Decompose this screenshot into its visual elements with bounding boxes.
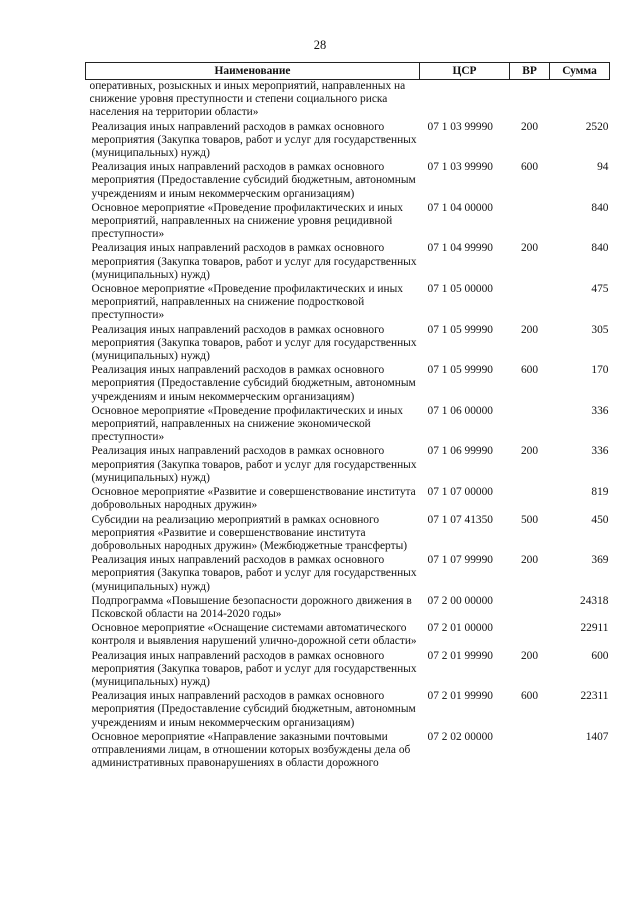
row-vr: 200 [520,649,539,662]
row-name: Реализация иных направлений расходов в рамках основного мероприятия (Закупка товаров, работ и услуг для государственных (муниципальных) нужд) [91,649,417,688]
row-sum [550,80,610,121]
row-csr: 07 1 05 00000 [427,283,493,296]
table-row [86,364,610,405]
row-name: Основное мероприятие «Проведение профилактических и иных мероприятий, направленных на снижение экономической преступности» [91,404,403,444]
row-sum: 336 [591,404,609,417]
row-name: Основное мероприятие «Развитие и совершенствование института добровольных народных дружин» [91,486,416,512]
row-csr: 07 1 05 99990 [427,364,493,377]
row-csr: 07 2 01 99990 [427,690,493,703]
row-vr [510,80,550,121]
row-name: Реализация иных направлений расходов в рамках основного мероприятия (Предоставление субсидий бюджетным, автономным учреждениям и иным некоммерческим организациям) [91,161,416,200]
row-sum: 600 [591,649,609,662]
row-vr [510,283,550,324]
row-vr: 200 [520,554,539,567]
table-row [86,690,610,731]
table-row [86,121,610,162]
table-row [86,161,610,202]
table-row [86,731,610,772]
row-vr [510,731,550,772]
table-row [86,202,610,243]
row-csr: 07 1 04 00000 [427,201,493,214]
header-vr: ВР [510,63,550,80]
row-csr: 07 2 01 00000 [427,622,493,635]
row-vr: 600 [520,364,539,377]
row-name: Основное мероприятие «Проведение профилактических и иных мероприятий, направленных на снижение уровня рецидивной преступности» [91,201,403,241]
row-sum: 819 [591,486,609,499]
table-row [86,595,610,622]
row-name: Основное мероприятие «Оснащение системами автоматического контроля и выявления нарушений улично-дорожной сети области» [91,622,417,648]
row-vr: 200 [520,445,539,458]
table-row [86,405,610,446]
row-name: Реализация иных направлений расходов в рамках основного мероприятия (Закупка товаров, работ и услуг для государственных (муниципальных) нужд) [91,323,417,363]
row-vr: 200 [520,323,539,336]
row-vr [510,405,550,446]
row-sum: 840 [591,242,609,255]
header-sum: Сумма [550,63,610,80]
row-name: Подпрограмма «Повышение безопасности дорожного движения в Псковской области на 2014-2020 годы» [91,594,412,620]
row-sum: 1407 [585,730,609,743]
row-sum: 24318 [580,594,609,607]
row-name: Реализация иных направлений расходов в рамках основного мероприятия (Закупка товаров, работ и услуг для государственных (муниципальных) нужд) [91,242,417,281]
row-name: Реализация иных направлений расходов в рамках основного мероприятия (Закупка товаров, работ и услуг для государственных (муниципальных) нужд) [91,554,417,593]
row-vr [510,486,550,513]
row-csr [420,80,510,121]
row-sum: 94 [597,161,609,174]
table-row [86,445,610,486]
row-sum: 369 [591,554,609,567]
row-vr: 500 [520,513,539,526]
budget-table [85,62,610,771]
row-csr: 07 1 03 99990 [427,161,493,174]
header-csr: ЦСР [420,63,510,80]
row-sum: 22911 [580,622,609,635]
table-row [86,80,610,121]
table-row [86,622,610,649]
row-csr: 07 1 06 00000 [427,404,493,417]
row-name: Основное мероприятие «Проведение профилактических и иных мероприятий, направленных на снижение подростковой преступности» [91,283,403,322]
row-csr: 07 2 00 00000 [427,594,493,607]
row-csr: 07 1 04 99990 [427,242,493,255]
row-csr: 07 2 01 99990 [427,649,493,662]
row-name: Реализация иных направлений расходов в рамках основного мероприятия (Предоставление субсидий бюджетным, автономным учреждениям и иным некоммерческим организациям) [91,690,416,729]
row-sum: 840 [591,201,609,214]
row-name: Реализация иных направлений расходов в рамках основного мероприятия (Предоставление субсидий бюджетным, автономным учреждениям и иным некоммерческим организациям) [91,364,416,403]
table-row [86,242,610,283]
row-vr: 200 [520,120,539,133]
row-csr: 07 1 06 99990 [427,445,493,458]
row-name: Реализация иных направлений расходов в рамках основного мероприятия (Закупка товаров, работ и услуг для государственных (муниципальных) нужд) [91,120,417,160]
row-sum: 336 [591,445,609,458]
table-header-row [86,63,610,80]
row-name: оперативных, розыскных и иных мероприятий, направленных на снижение уровня преступности и степени социального риска населения на территории области» [89,80,406,119]
table-row [86,324,610,365]
row-vr [510,202,550,243]
row-sum: 305 [591,323,609,336]
row-csr: 07 1 07 41350 [427,513,493,526]
row-name: Реализация иных направлений расходов в рамках основного мероприятия (Закупка товаров, работ и услуг для государственных (муниципальных) нужд) [91,445,417,484]
row-sum: 475 [591,283,609,296]
row-sum: 170 [591,364,609,377]
table-row [86,486,610,513]
row-vr: 200 [520,242,539,255]
row-sum: 2520 [585,120,609,133]
row-csr: 07 1 07 99990 [427,554,493,567]
header-name: Наименование [86,63,420,80]
row-vr: 600 [520,690,539,703]
row-name: Субсидии на реализацию мероприятий в рамках основного мероприятия «Развитие и совершенствование института добровольных народных дружин» (Межбюджетные трансферты) [91,513,408,552]
row-csr: 07 2 02 00000 [427,730,493,743]
row-vr: 600 [520,161,539,174]
row-vr [510,622,550,649]
row-sum: 22311 [580,690,609,703]
row-csr: 07 1 05 99990 [427,323,493,336]
page-number: 28 [313,38,327,52]
row-vr [510,595,550,622]
row-csr: 07 1 07 00000 [427,486,493,499]
table-row [86,650,610,691]
table-row [86,554,610,595]
table-row [86,514,610,555]
row-name: Основное мероприятие «Направление заказными почтовыми отправлениями лицам, в отношении которых возбуждены дела об административных правонарушениях в области дорожного [91,730,411,770]
row-csr: 07 1 03 99990 [427,120,493,133]
table-row [86,283,610,324]
row-sum: 450 [591,513,609,526]
